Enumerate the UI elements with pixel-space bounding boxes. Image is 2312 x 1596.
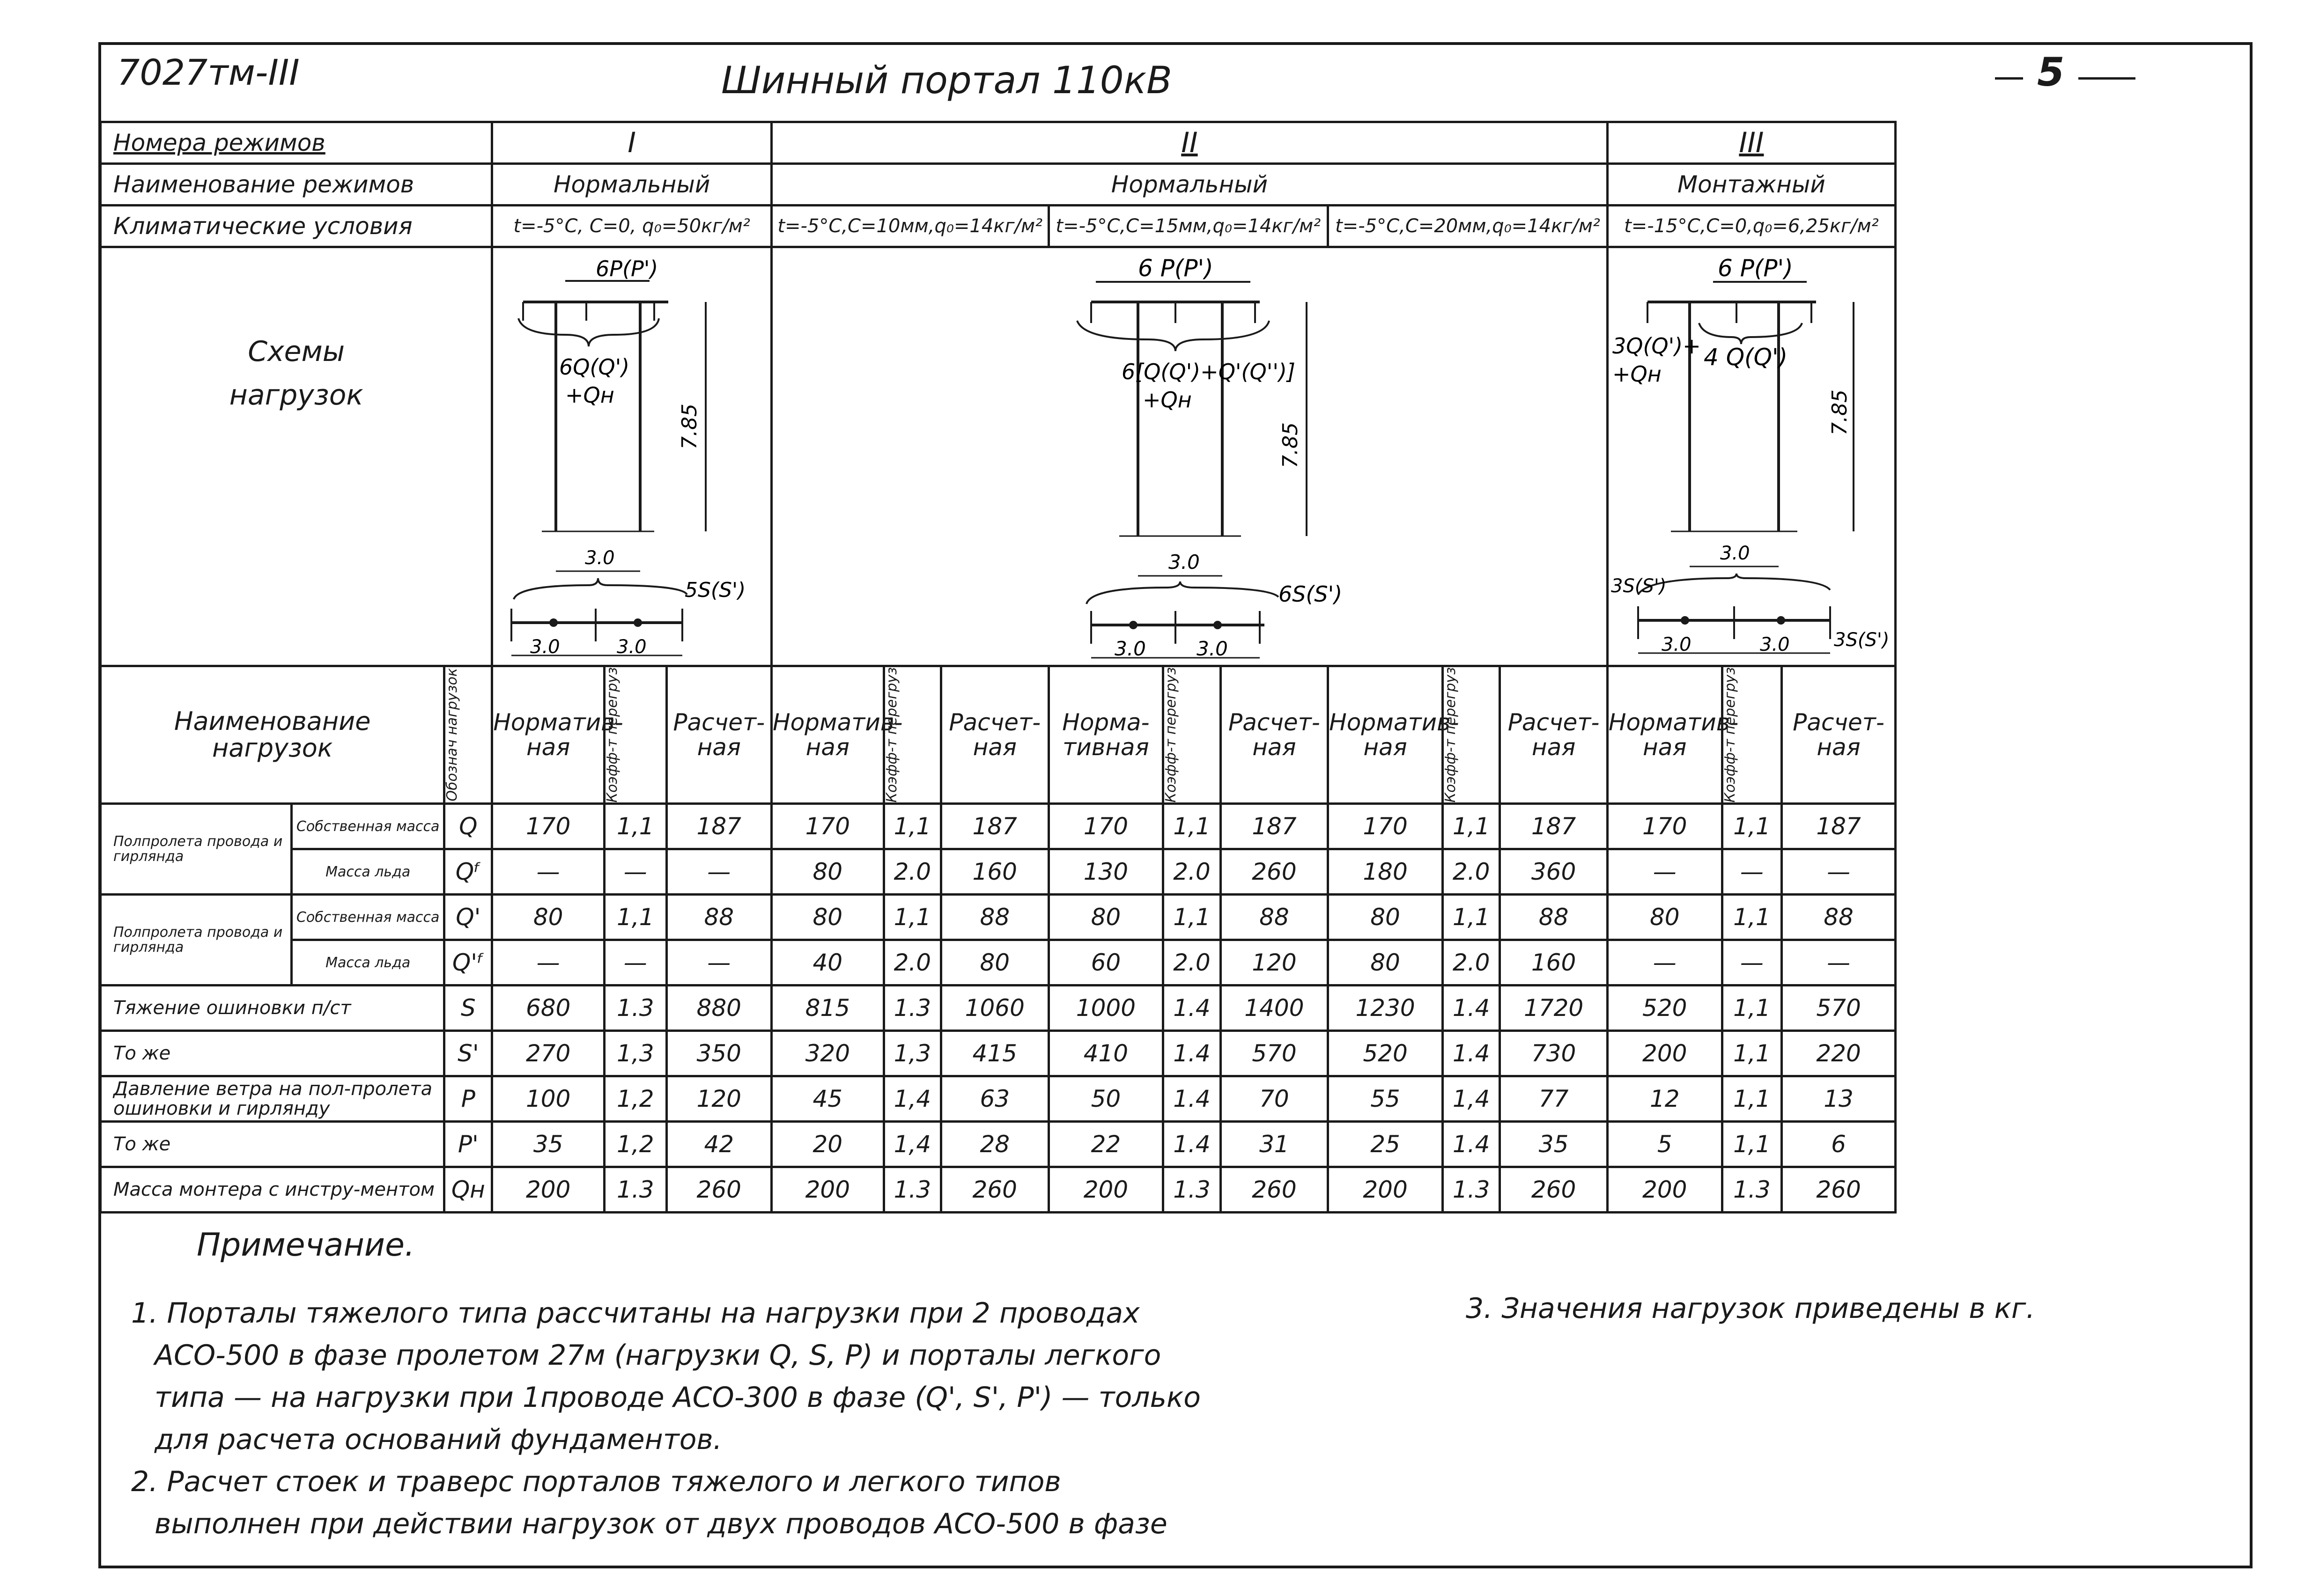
scheme-3-left-load: 3Q(Q')+ [1612, 333, 1701, 359]
table-cell: 1,1 [1722, 1122, 1781, 1167]
table-cell: 1.3 [884, 1167, 941, 1213]
loads-table-body [101, 804, 1896, 1213]
header-calc-1 [666, 666, 771, 804]
table-cell: 320 [771, 1031, 884, 1076]
table-cell: 1,1 [1722, 1076, 1781, 1122]
table-cell: 520 [1328, 1031, 1443, 1076]
table-row [101, 849, 1896, 895]
table-cell: 1.3 [605, 1167, 667, 1213]
table-cell: 2.0 [1442, 849, 1499, 895]
note-line-1: 1. Порталы тяжелого типа рассчитаны на нагрузки при 2 проводах [131, 1297, 1140, 1330]
header-designation-text: Обознач нагрузок [444, 668, 461, 802]
scheme-3-bottom-span-2: 3.0 [1760, 634, 1790, 655]
table-cell: 2.0 [1163, 849, 1220, 895]
scheme-3-height: 7.85 [1828, 390, 1852, 435]
table-cell: 55 [1328, 1076, 1443, 1122]
scheme-3-left-extra: +Qн [1612, 361, 1662, 387]
table-cell: 1,1 [1722, 986, 1781, 1031]
header-normative-1-b: ная [526, 733, 570, 761]
table-cell: 1,1 [1163, 804, 1220, 849]
note-line-3: типа — на нагрузки при 1проводе АСО-300 в фазе (Q', S', P') — только [155, 1381, 1201, 1414]
load-symbol: P [444, 1076, 492, 1122]
table-cell: 270 [492, 1031, 605, 1076]
table-cell: 260 [666, 1167, 771, 1213]
table-cell: 1.3 [884, 986, 941, 1031]
table-cell: 88 [1220, 895, 1328, 940]
row-climate [101, 206, 1896, 247]
scheme-2-load-extra: +Qн [1142, 387, 1192, 412]
table-cell: 88 [1782, 895, 1896, 940]
row-column-headers [101, 666, 1896, 804]
regime-name-2: Нормальный [771, 164, 1607, 206]
header-calc-5-b: ная [1817, 733, 1861, 761]
scheme-2-top-label: 6 P(P') [1138, 255, 1213, 282]
climate-4: t=-5°C,C=20мм,q₀=14кг/м² [1328, 206, 1608, 247]
table-cell: 80 [492, 895, 605, 940]
scheme-1-load-label: 6Q(Q') [559, 354, 629, 380]
load-symbol: Qᶠ [444, 849, 492, 895]
table-cell: 88 [666, 895, 771, 940]
header-coef-4 [1442, 666, 1499, 804]
document-code: 7027тм-III [117, 51, 300, 93]
table-cell: 50 [1049, 1076, 1163, 1122]
table-cell: 45 [771, 1076, 884, 1122]
scheme-3-diagram [1610, 248, 1892, 660]
table-cell: — [605, 940, 667, 986]
table-cell: 80 [771, 895, 884, 940]
table-cell: 1720 [1500, 986, 1608, 1031]
climate-2: t=-5°C,C=10мм,q₀=14кг/м² [771, 206, 1049, 247]
table-cell: — [666, 849, 771, 895]
table-row [101, 804, 1896, 849]
table-cell: 260 [1220, 1167, 1328, 1213]
table-cell: 80 [1607, 895, 1722, 940]
table-cell: 1400 [1220, 986, 1328, 1031]
label-regime-names: Наименование режимов [101, 164, 492, 206]
table-cell: 120 [666, 1076, 771, 1122]
header-calc-2-a: Расчет- [949, 709, 1041, 736]
table-cell: 187 [1782, 804, 1896, 849]
table-cell: 1.4 [1442, 986, 1499, 1031]
table-cell: 1,1 [1163, 895, 1220, 940]
table-row [101, 986, 1896, 1031]
table-cell: 1.4 [1442, 1122, 1499, 1167]
table-cell: 187 [666, 804, 771, 849]
header-normative-5-a: Норматив- [1608, 709, 1739, 736]
table-cell: 520 [1607, 986, 1722, 1031]
table-cell: 12 [1607, 1076, 1722, 1122]
row-regime-numbers [101, 122, 1896, 164]
table-cell: 2.0 [1163, 940, 1220, 986]
header-normative-2-b: ная [805, 733, 850, 761]
scheme-1-diagram [495, 248, 769, 660]
note-3: 3. Значения нагрузок приведены в кг. [1466, 1292, 2035, 1325]
table-cell: — [1607, 849, 1722, 895]
table-cell: 80 [941, 940, 1049, 986]
header-coef-5 [1722, 666, 1781, 804]
regime-name-1: Нормальный [492, 164, 772, 206]
table-cell: 88 [941, 895, 1049, 940]
header-load-name-line1: Наименование [174, 706, 371, 736]
load-description: Масса монтера с инстру-ментом [101, 1167, 444, 1213]
table-cell: 170 [771, 804, 884, 849]
table-cell: 1.3 [1442, 1167, 1499, 1213]
table-cell: 200 [1328, 1167, 1443, 1213]
scheme-2-load-label: 6[Q(Q')+Q'(Q'')] [1121, 359, 1295, 384]
note-line-2: АСО-500 в фазе пролетом 27м (нагрузки Q, S, P) и порталы легкого [155, 1339, 1161, 1372]
scheme-3-bottom-left-label: 3S(S') [1611, 575, 1667, 597]
table-cell: 220 [1782, 1031, 1896, 1076]
table-cell: 1,1 [605, 804, 667, 849]
table-cell: 187 [1220, 804, 1328, 849]
table-cell: 350 [666, 1031, 771, 1076]
scheme-1-load-extra: +Qн [565, 382, 614, 408]
table-cell: 70 [1220, 1076, 1328, 1122]
table-cell: 88 [1500, 895, 1608, 940]
header-normative-4-a: Норматив- [1329, 709, 1459, 736]
table-cell: 200 [492, 1167, 605, 1213]
table-row [101, 895, 1896, 940]
table-cell: 200 [771, 1167, 884, 1213]
header-coef-4-text: Коэфф-т перегруз [1442, 667, 1459, 803]
scheme-1-top-label: 6P(P') [595, 256, 658, 281]
table-cell: 1,4 [1442, 1076, 1499, 1122]
table-cell: 1,1 [1442, 804, 1499, 849]
table-cell: 1.3 [605, 986, 667, 1031]
header-normative-5-b: ная [1643, 733, 1687, 761]
table-cell: 1.4 [1163, 1031, 1220, 1076]
table-cell: 187 [1500, 804, 1608, 849]
table-cell: 410 [1049, 1031, 1163, 1076]
header-coef-3 [1163, 666, 1220, 804]
scheme-1-bottom-span-2: 3.0 [616, 636, 647, 658]
load-description: Тяжение ошиновки п/ст [101, 986, 444, 1031]
scheme-3-mid-load: 4 Q(Q') [1704, 344, 1788, 371]
table-cell: 1230 [1328, 986, 1443, 1031]
scheme-1-height: 7.85 [677, 404, 702, 449]
table-cell: 1,1 [1722, 1031, 1781, 1076]
scheme-1-bottom-label: 5S(S') [684, 578, 746, 602]
header-normative-1-a: Норматив- [493, 709, 623, 736]
scheme-1-cell [492, 247, 772, 666]
table-cell: 35 [1500, 1122, 1608, 1167]
scheme-2-diagram [773, 248, 1625, 660]
scheme-3-bottom-right-label: 3S(S') [1834, 629, 1890, 651]
scheme-3-top-label: 6 P(P') [1718, 255, 1794, 282]
table-cell: 200 [1049, 1167, 1163, 1213]
note-line-4: для расчета оснований фундаментов. [155, 1423, 722, 1456]
loads-table [99, 121, 1897, 1214]
scheme-2-bottom-span-2: 3.0 [1196, 637, 1228, 660]
table-cell: 80 [1049, 895, 1163, 940]
header-calc-4-b: ная [1531, 733, 1576, 761]
header-calc-2-b: ная [973, 733, 1017, 761]
table-cell: — [1782, 849, 1896, 895]
table-cell: 160 [1500, 940, 1608, 986]
scheme-2-cell [771, 247, 1607, 666]
header-normative-3 [1049, 666, 1163, 804]
header-calc-3-a: Расчет- [1228, 709, 1320, 736]
table-cell: 1.4 [1163, 986, 1220, 1031]
header-normative-3-a: Норма- [1062, 709, 1150, 736]
table-cell: 1.4 [1163, 1122, 1220, 1167]
climate-3: t=-5°C,C=15мм,q₀=14кг/м² [1049, 206, 1328, 247]
table-cell: 1060 [941, 986, 1049, 1031]
row-schemes [101, 247, 1896, 666]
load-symbol: Q'ᶠ [444, 940, 492, 986]
table-cell: 570 [1220, 1031, 1328, 1076]
label-schemes-line2: нагрузок [229, 379, 363, 412]
table-cell: 1.3 [1163, 1167, 1220, 1213]
regime-name-3: Монтажный [1607, 164, 1895, 206]
notes-title: Примечание. [197, 1227, 415, 1264]
label-schemes-line1: Схемы [248, 335, 345, 368]
load-description: Собственная масса [291, 804, 444, 849]
load-description: Собственная масса [291, 895, 444, 940]
table-row [101, 940, 1896, 986]
header-coef-1-text: Коэфф-т перегруз [604, 667, 620, 803]
note-line-5: 2. Расчет стоек и траверс порталов тяжелого и легкого типов [131, 1465, 1061, 1498]
scheme-3-cell [1607, 247, 1895, 666]
label-schemes [101, 247, 492, 666]
header-calc-3-b: ная [1252, 733, 1296, 761]
table-row [101, 1122, 1896, 1167]
load-symbol: Q [444, 804, 492, 849]
table-cell: 815 [771, 986, 884, 1031]
table-cell: 1,1 [1722, 804, 1781, 849]
header-calc-2 [941, 666, 1049, 804]
table-cell: 415 [941, 1031, 1049, 1076]
header-calc-1-a: Расчет- [673, 709, 765, 736]
table-cell: 360 [1500, 849, 1608, 895]
table-cell: 570 [1782, 986, 1896, 1031]
load-symbol: S' [444, 1031, 492, 1076]
table-cell: — [1722, 940, 1781, 986]
table-cell: 35 [492, 1122, 605, 1167]
row-regime-names [101, 164, 1896, 206]
table-cell: 200 [1607, 1031, 1722, 1076]
header-normative-3-b: тивная [1063, 733, 1149, 761]
load-description: То же [101, 1122, 444, 1167]
table-cell: 80 [1328, 895, 1443, 940]
table-cell: 120 [1220, 940, 1328, 986]
regime-number-3: III [1607, 122, 1895, 164]
header-coef-2-text: Коэфф-т перегруз [883, 667, 900, 803]
table-cell: 170 [1607, 804, 1722, 849]
table-cell: 1,3 [605, 1031, 667, 1076]
table-cell: 170 [492, 804, 605, 849]
table-cell: 1,2 [605, 1076, 667, 1122]
table-cell: 170 [1328, 804, 1443, 849]
table-cell: 2.0 [884, 849, 941, 895]
table-cell: 160 [941, 849, 1049, 895]
table-cell: 1,1 [884, 804, 941, 849]
table-cell: — [1722, 849, 1781, 895]
load-description: Масса льда [291, 940, 444, 986]
table-cell: 5 [1607, 1122, 1722, 1167]
page-number: 5 [2037, 49, 2065, 95]
load-description: То же [101, 1031, 444, 1076]
load-symbol: S [444, 986, 492, 1031]
table-cell: 1,1 [1722, 895, 1781, 940]
scheme-3-span: 3.0 [1720, 543, 1751, 564]
table-cell: 100 [492, 1076, 605, 1122]
label-climate: Климатические условия [101, 206, 492, 247]
table-cell: 180 [1328, 849, 1443, 895]
table-cell: 60 [1049, 940, 1163, 986]
header-coef-5-text: Коэфф-т перегруз [1721, 667, 1738, 803]
header-calc-3 [1220, 666, 1328, 804]
note-line-6: выполнен при действии нагрузок от двух проводов АСО-500 в фазе [155, 1508, 1167, 1540]
table-cell: 1,4 [884, 1122, 941, 1167]
header-load-name [101, 666, 444, 804]
table-cell: 1000 [1049, 986, 1163, 1031]
table-cell: 130 [1049, 849, 1163, 895]
climate-1: t=-5°C, C=0, q₀=50кг/м² [492, 206, 772, 247]
table-cell: 200 [1607, 1167, 1722, 1213]
table-cell: 1,1 [884, 895, 941, 940]
header-coef-2 [884, 666, 941, 804]
header-calc-4 [1500, 666, 1608, 804]
scheme-2-height: 7.85 [1278, 422, 1302, 468]
header-calc-5-a: Расчет- [1793, 709, 1884, 736]
regime-number-1: I [492, 122, 772, 164]
table-cell: 1,3 [884, 1031, 941, 1076]
header-coef-3-text: Коэфф-т перегруз [1163, 667, 1180, 803]
table-cell: — [605, 849, 667, 895]
table-cell: 2.0 [1442, 940, 1499, 986]
header-calc-4-a: Расчет- [1507, 709, 1600, 736]
table-cell: 1.4 [1442, 1031, 1499, 1076]
table-cell: 1,4 [884, 1076, 941, 1122]
group-label: Полпролета провода и гирлянда [101, 804, 292, 895]
scheme-2-span: 3.0 [1168, 551, 1200, 574]
table-cell: 28 [941, 1122, 1049, 1167]
label-regime-numbers: Номера режимов [101, 122, 492, 164]
page-number-box [2023, 49, 2078, 95]
table-row [101, 1167, 1896, 1213]
table-cell: 25 [1328, 1122, 1443, 1167]
load-symbol: P' [444, 1122, 492, 1167]
table-cell: 80 [1328, 940, 1443, 986]
header-calc-1-b: ная [697, 733, 741, 761]
table-cell: — [492, 849, 605, 895]
header-normative-4-b: ная [1363, 733, 1407, 761]
table-cell: 42 [666, 1122, 771, 1167]
load-description: Давление ветра на пол-пролета ошиновки и гирлянду [101, 1076, 444, 1122]
table-cell: 2.0 [884, 940, 941, 986]
header-coef-1 [605, 666, 667, 804]
scheme-3-bottom-span-1: 3.0 [1662, 634, 1692, 655]
table-cell: 1,1 [1442, 895, 1499, 940]
table-cell: 40 [771, 940, 884, 986]
table-cell: — [1607, 940, 1722, 986]
table-cell: 13 [1782, 1076, 1896, 1122]
group-label: Полпролета провода и гирлянда [101, 895, 292, 986]
document-title: Шинный портал 110кВ [721, 59, 1172, 102]
header-designation [444, 666, 492, 804]
table-cell: 63 [941, 1076, 1049, 1122]
table-cell: 1,1 [605, 895, 667, 940]
table-cell: 80 [771, 849, 884, 895]
header-load-name-line2: нагрузок [212, 733, 333, 763]
scheme-1-bottom-span-1: 3.0 [530, 636, 560, 658]
table-cell: 880 [666, 986, 771, 1031]
table-cell: — [492, 940, 605, 986]
table-cell: — [1782, 940, 1896, 986]
table-cell: 260 [1220, 849, 1328, 895]
load-symbol: Qн [444, 1167, 492, 1213]
table-cell: 260 [1782, 1167, 1896, 1213]
scheme-2-bottom-label: 6S(S') [1278, 581, 1343, 607]
table-cell: 1.4 [1163, 1076, 1220, 1122]
table-cell: 1,2 [605, 1122, 667, 1167]
table-cell: 680 [492, 986, 605, 1031]
scheme-2-bottom-span-1: 3.0 [1114, 637, 1146, 660]
climate-5: t=-15°C,C=0,q₀=6,25кг/м² [1607, 206, 1895, 247]
load-symbol: Q' [444, 895, 492, 940]
table-row [101, 1076, 1896, 1122]
scheme-1-span: 3.0 [584, 547, 615, 569]
table-cell: 31 [1220, 1122, 1328, 1167]
load-description: Масса льда [291, 849, 444, 895]
table-cell: — [666, 940, 771, 986]
table-cell: 1.3 [1722, 1167, 1781, 1213]
table-cell: 260 [1500, 1167, 1608, 1213]
header-normative-2-a: Норматив- [772, 709, 903, 736]
table-row [101, 1031, 1896, 1076]
table-cell: 730 [1500, 1031, 1608, 1076]
table-cell: 6 [1782, 1122, 1896, 1167]
table-cell: 20 [771, 1122, 884, 1167]
table-cell: 170 [1049, 804, 1163, 849]
table-cell: 77 [1500, 1076, 1608, 1122]
regime-number-2: II [771, 122, 1607, 164]
table-cell: 260 [941, 1167, 1049, 1213]
table-cell: 187 [941, 804, 1049, 849]
header-calc-5 [1782, 666, 1896, 804]
table-cell: 22 [1049, 1122, 1163, 1167]
